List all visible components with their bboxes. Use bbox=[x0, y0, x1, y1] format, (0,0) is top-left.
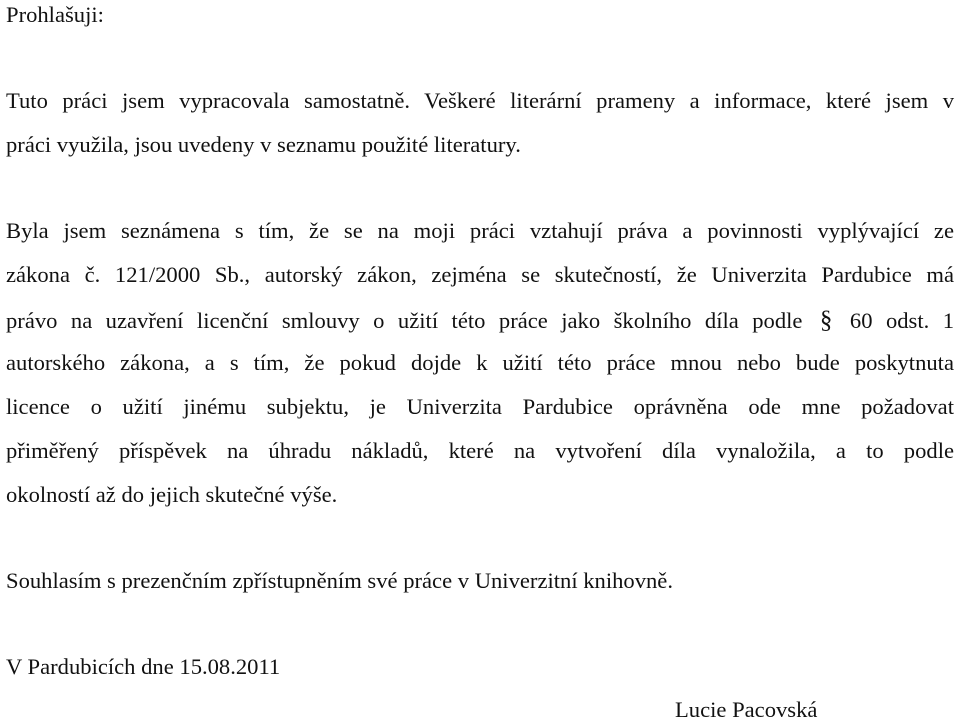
place-and-date: V Pardubicích dne 15.08.2011 bbox=[6, 654, 281, 679]
paragraph-2-line-4: autorského zákona, a s tím, že pokud dojde k užití této práce mnou nebo bude poskytnuta bbox=[6, 350, 954, 375]
paragraph-2-line-3-end: 60 odst. 1 bbox=[849, 308, 955, 333]
paragraph-2-line-5: licence o užití jinému subjektu, je Univerzita Pardubice oprávněna ode mne požadovat bbox=[6, 394, 954, 419]
paragraph-2-line-3-start: právo na uzavření licenční smlouvy o užití této práce jako školního díla podle bbox=[6, 308, 803, 333]
paragraph-2-line-3 bbox=[6, 308, 954, 333]
paragraph-1-line-2: práci využila, jsou uvedeny v seznamu použité literatury. bbox=[6, 132, 521, 157]
paragraph-2-line-6: přiměřený příspěvek na úhradu nákladů, které na vytvoření díla vynaložila, a to podle bbox=[6, 438, 954, 463]
paragraph-1-line-1: Tuto práci jsem vypracovala samostatně. Veškeré literární prameny a informace, které jsem v bbox=[6, 88, 954, 113]
declaration-heading: Prohlašuji: bbox=[6, 2, 104, 27]
signature-name: Lucie Pacovská bbox=[675, 697, 818, 722]
paragraph-2-line-2: zákona č. 121/2000 Sb., autorský zákon, zejména se skutečností, že Univerzita Pardubice má bbox=[6, 262, 954, 287]
paragraph-2-line-1: Byla jsem seznámena s tím, že se na moji práci vztahují práva a povinnosti vyplývající ze bbox=[6, 218, 954, 243]
paragraph-3: Souhlasím s prezenčním zpřístupněním své práce v Univerzitní knihovně. bbox=[6, 568, 673, 593]
paragraph-2-line-7: okolností až do jejich skutečné výše. bbox=[6, 482, 338, 507]
section-sign: § bbox=[819, 307, 833, 334]
